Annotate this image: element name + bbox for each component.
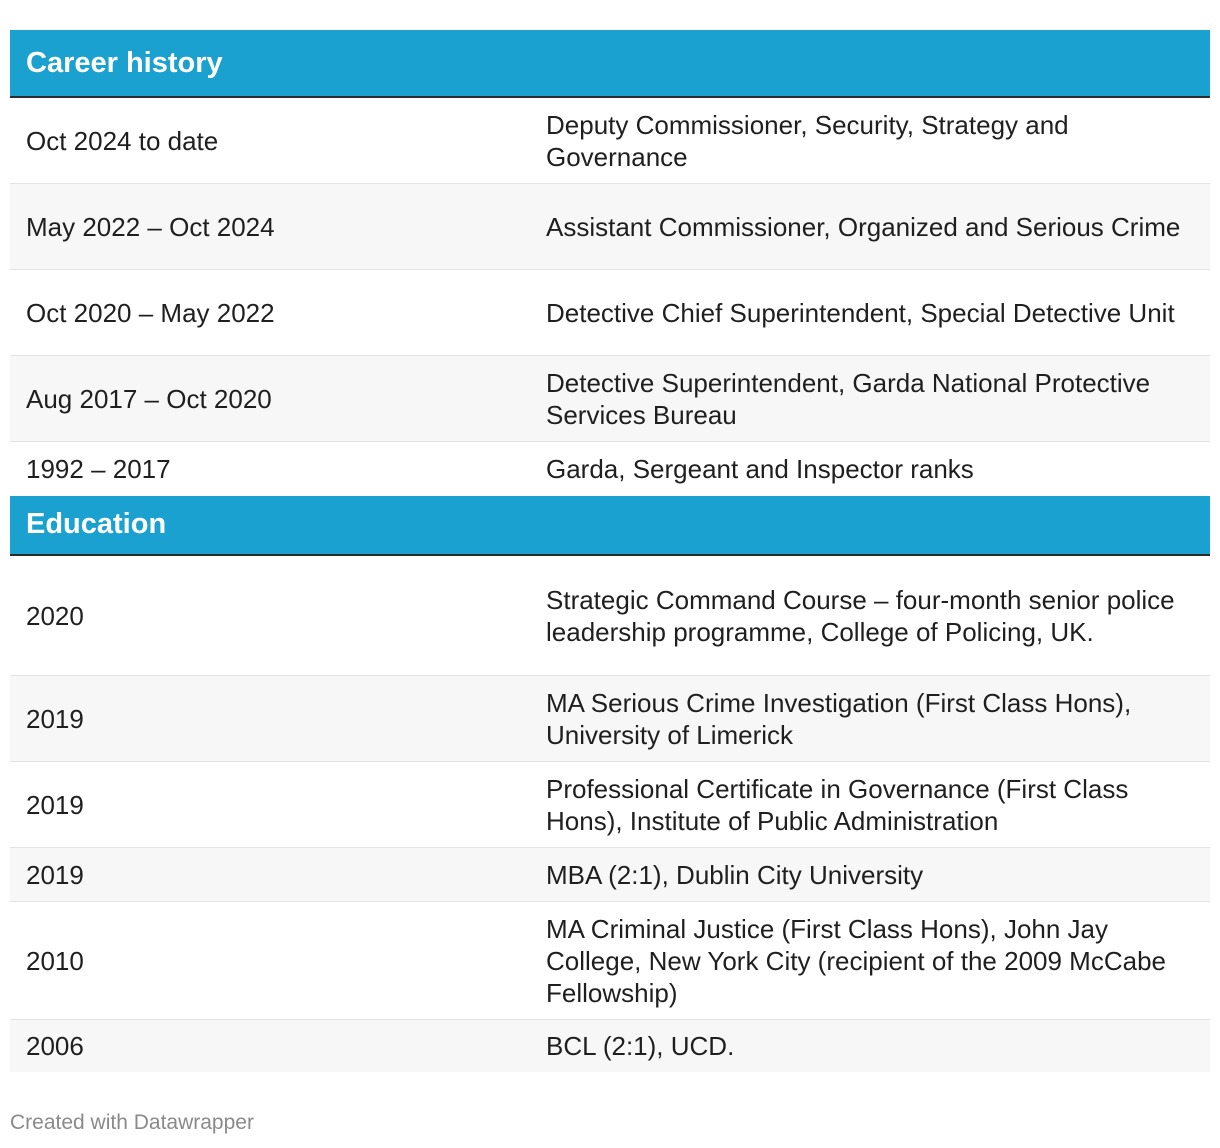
table-row <box>10 902 1210 1020</box>
section-header-education <box>10 496 1210 556</box>
date-cell: Aug 2017 – Oct 2020 <box>26 383 272 414</box>
date-cell: 2019 <box>26 703 84 734</box>
table-row <box>10 848 1210 902</box>
date-cell: 1992 – 2017 <box>26 454 171 484</box>
table-row <box>10 1020 1210 1072</box>
table-row <box>10 442 1210 496</box>
table-row <box>10 676 1210 762</box>
section-title: Career history <box>26 46 223 79</box>
description-cell: Detective Superintendent, Garda National Protective Services Bureau <box>546 367 1151 430</box>
table-row <box>10 184 1210 270</box>
career-education-table <box>10 30 1210 1072</box>
description-cell: MBA (2:1), Dublin City University <box>546 859 924 890</box>
description-cell: Strategic Command Course – four-month senior police leadership programme, College of Policing, UK. <box>546 584 1175 647</box>
description-cell: MA Criminal Justice (First Class Hons), John Jay College, New York City (recipient of the 2009 McCabe Fellowship) <box>546 913 1166 1008</box>
table-row <box>10 556 1210 676</box>
date-cell: Oct 2020 – May 2022 <box>26 297 275 328</box>
date-cell: May 2022 – Oct 2024 <box>26 211 275 242</box>
description-cell: Detective Chief Superintendent, Special Detective Unit <box>546 297 1175 328</box>
footer-credit: Created with Datawrapper <box>10 1111 254 1134</box>
description-cell: BCL (2:1), UCD. <box>546 1031 735 1061</box>
date-cell: 2020 <box>26 600 84 631</box>
date-cell: Oct 2024 to date <box>26 125 219 156</box>
description-cell: Assistant Commissioner, Organized and Serious Crime <box>546 211 1181 242</box>
date-cell: 2019 <box>26 789 84 820</box>
table-row <box>10 270 1210 356</box>
date-cell: 2019 <box>26 859 84 890</box>
description-cell: Professional Certificate in Governance (First Class Hons), Institute of Public Administration <box>546 773 1129 836</box>
section-title: Education <box>26 507 167 540</box>
description-cell: Garda, Sergeant and Inspector ranks <box>546 454 974 484</box>
date-cell: 2006 <box>26 1031 84 1061</box>
table-row <box>10 356 1210 442</box>
table-row <box>10 98 1210 184</box>
description-cell: MA Serious Crime Investigation (First Class Hons), University of Limerick <box>546 687 1132 750</box>
table-row <box>10 762 1210 848</box>
date-cell: 2010 <box>26 945 84 976</box>
section-header-career-history <box>10 30 1210 98</box>
description-cell: Deputy Commissioner, Security, Strategy and Governance <box>546 109 1069 172</box>
